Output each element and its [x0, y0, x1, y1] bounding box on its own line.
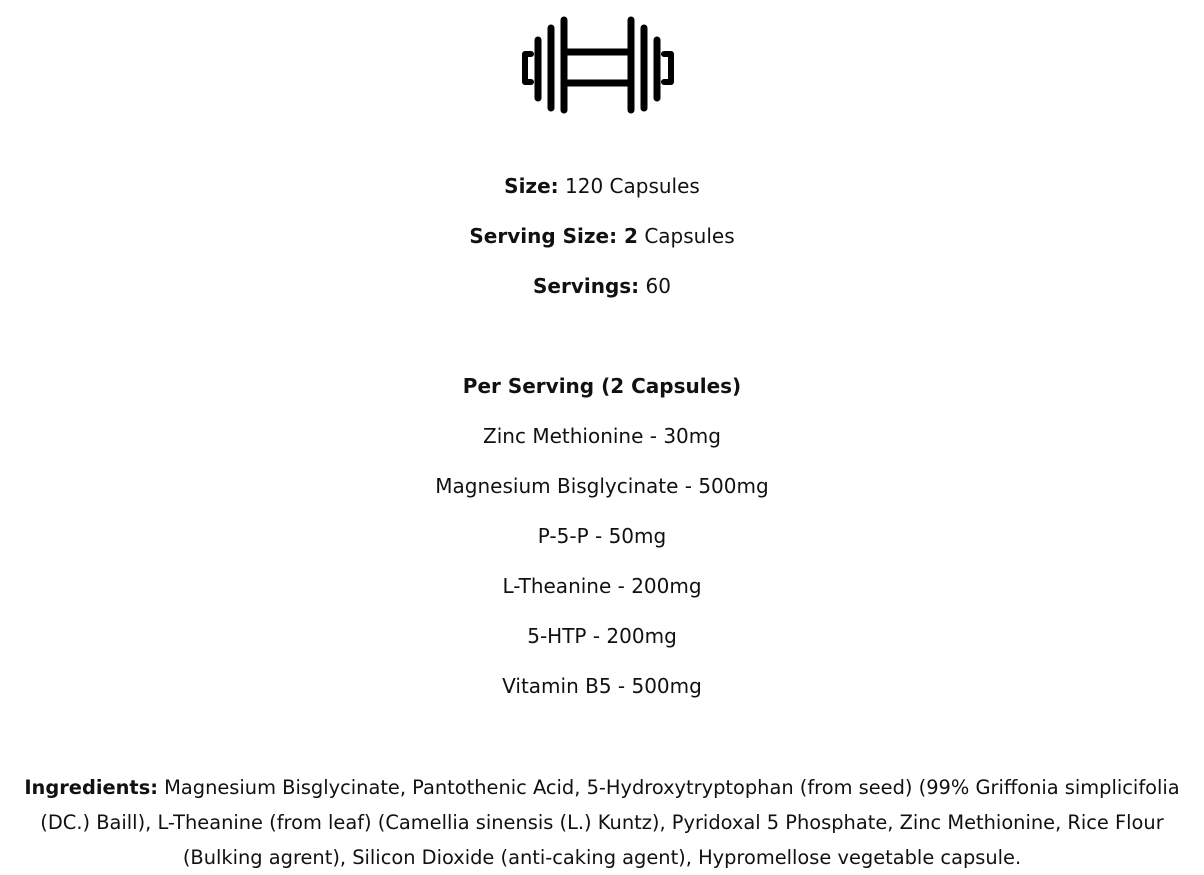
size-label: Size:: [504, 174, 559, 198]
serving-size-value: Capsules: [637, 224, 735, 248]
per-serving-item: Zinc Methionine - 30mg: [483, 424, 721, 448]
per-serving-item: L-Theanine - 200mg: [502, 574, 702, 598]
per-serving-item: Vitamin B5 - 500mg: [502, 674, 702, 698]
size-line: [0, 173, 1204, 199]
ingredients-paragraph: [6, 770, 1198, 875]
serving-size-label: Serving Size: 2: [469, 224, 638, 248]
ingredients-label: Ingredients:: [24, 776, 158, 799]
servings-label: Servings:: [533, 274, 640, 298]
size-value: 120 Capsules: [558, 174, 700, 198]
dumbbell-icon: [519, 14, 679, 116]
per-serving-item: Magnesium Bisglycinate - 500mg: [435, 474, 769, 498]
servings-line: [0, 273, 1204, 299]
servings-value: 60: [639, 274, 671, 298]
serving-size-line: [0, 223, 1204, 249]
per-serving-item: 5-HTP - 200mg: [527, 624, 677, 648]
ingredients-text: Magnesium Bisglycinate, Pantothenic Acid, 5-Hydroxytryptophan (from seed) (99% Griffonia simplicifolia (DC.) Baill), L-Theanine (from leaf) (Camellia sinensis (L.) Kuntz), Pyridoxal 5 Phosphate, Zinc Methionine, Rice Flour (Bulking agrent), Silicon Dioxide (anti-caking agent), Hypromellose vegetable capsule.: [40, 776, 1180, 869]
per-serving-item: P-5-P - 50mg: [537, 524, 667, 548]
per-serving-heading: Per Serving (2 Capsules): [462, 374, 742, 398]
